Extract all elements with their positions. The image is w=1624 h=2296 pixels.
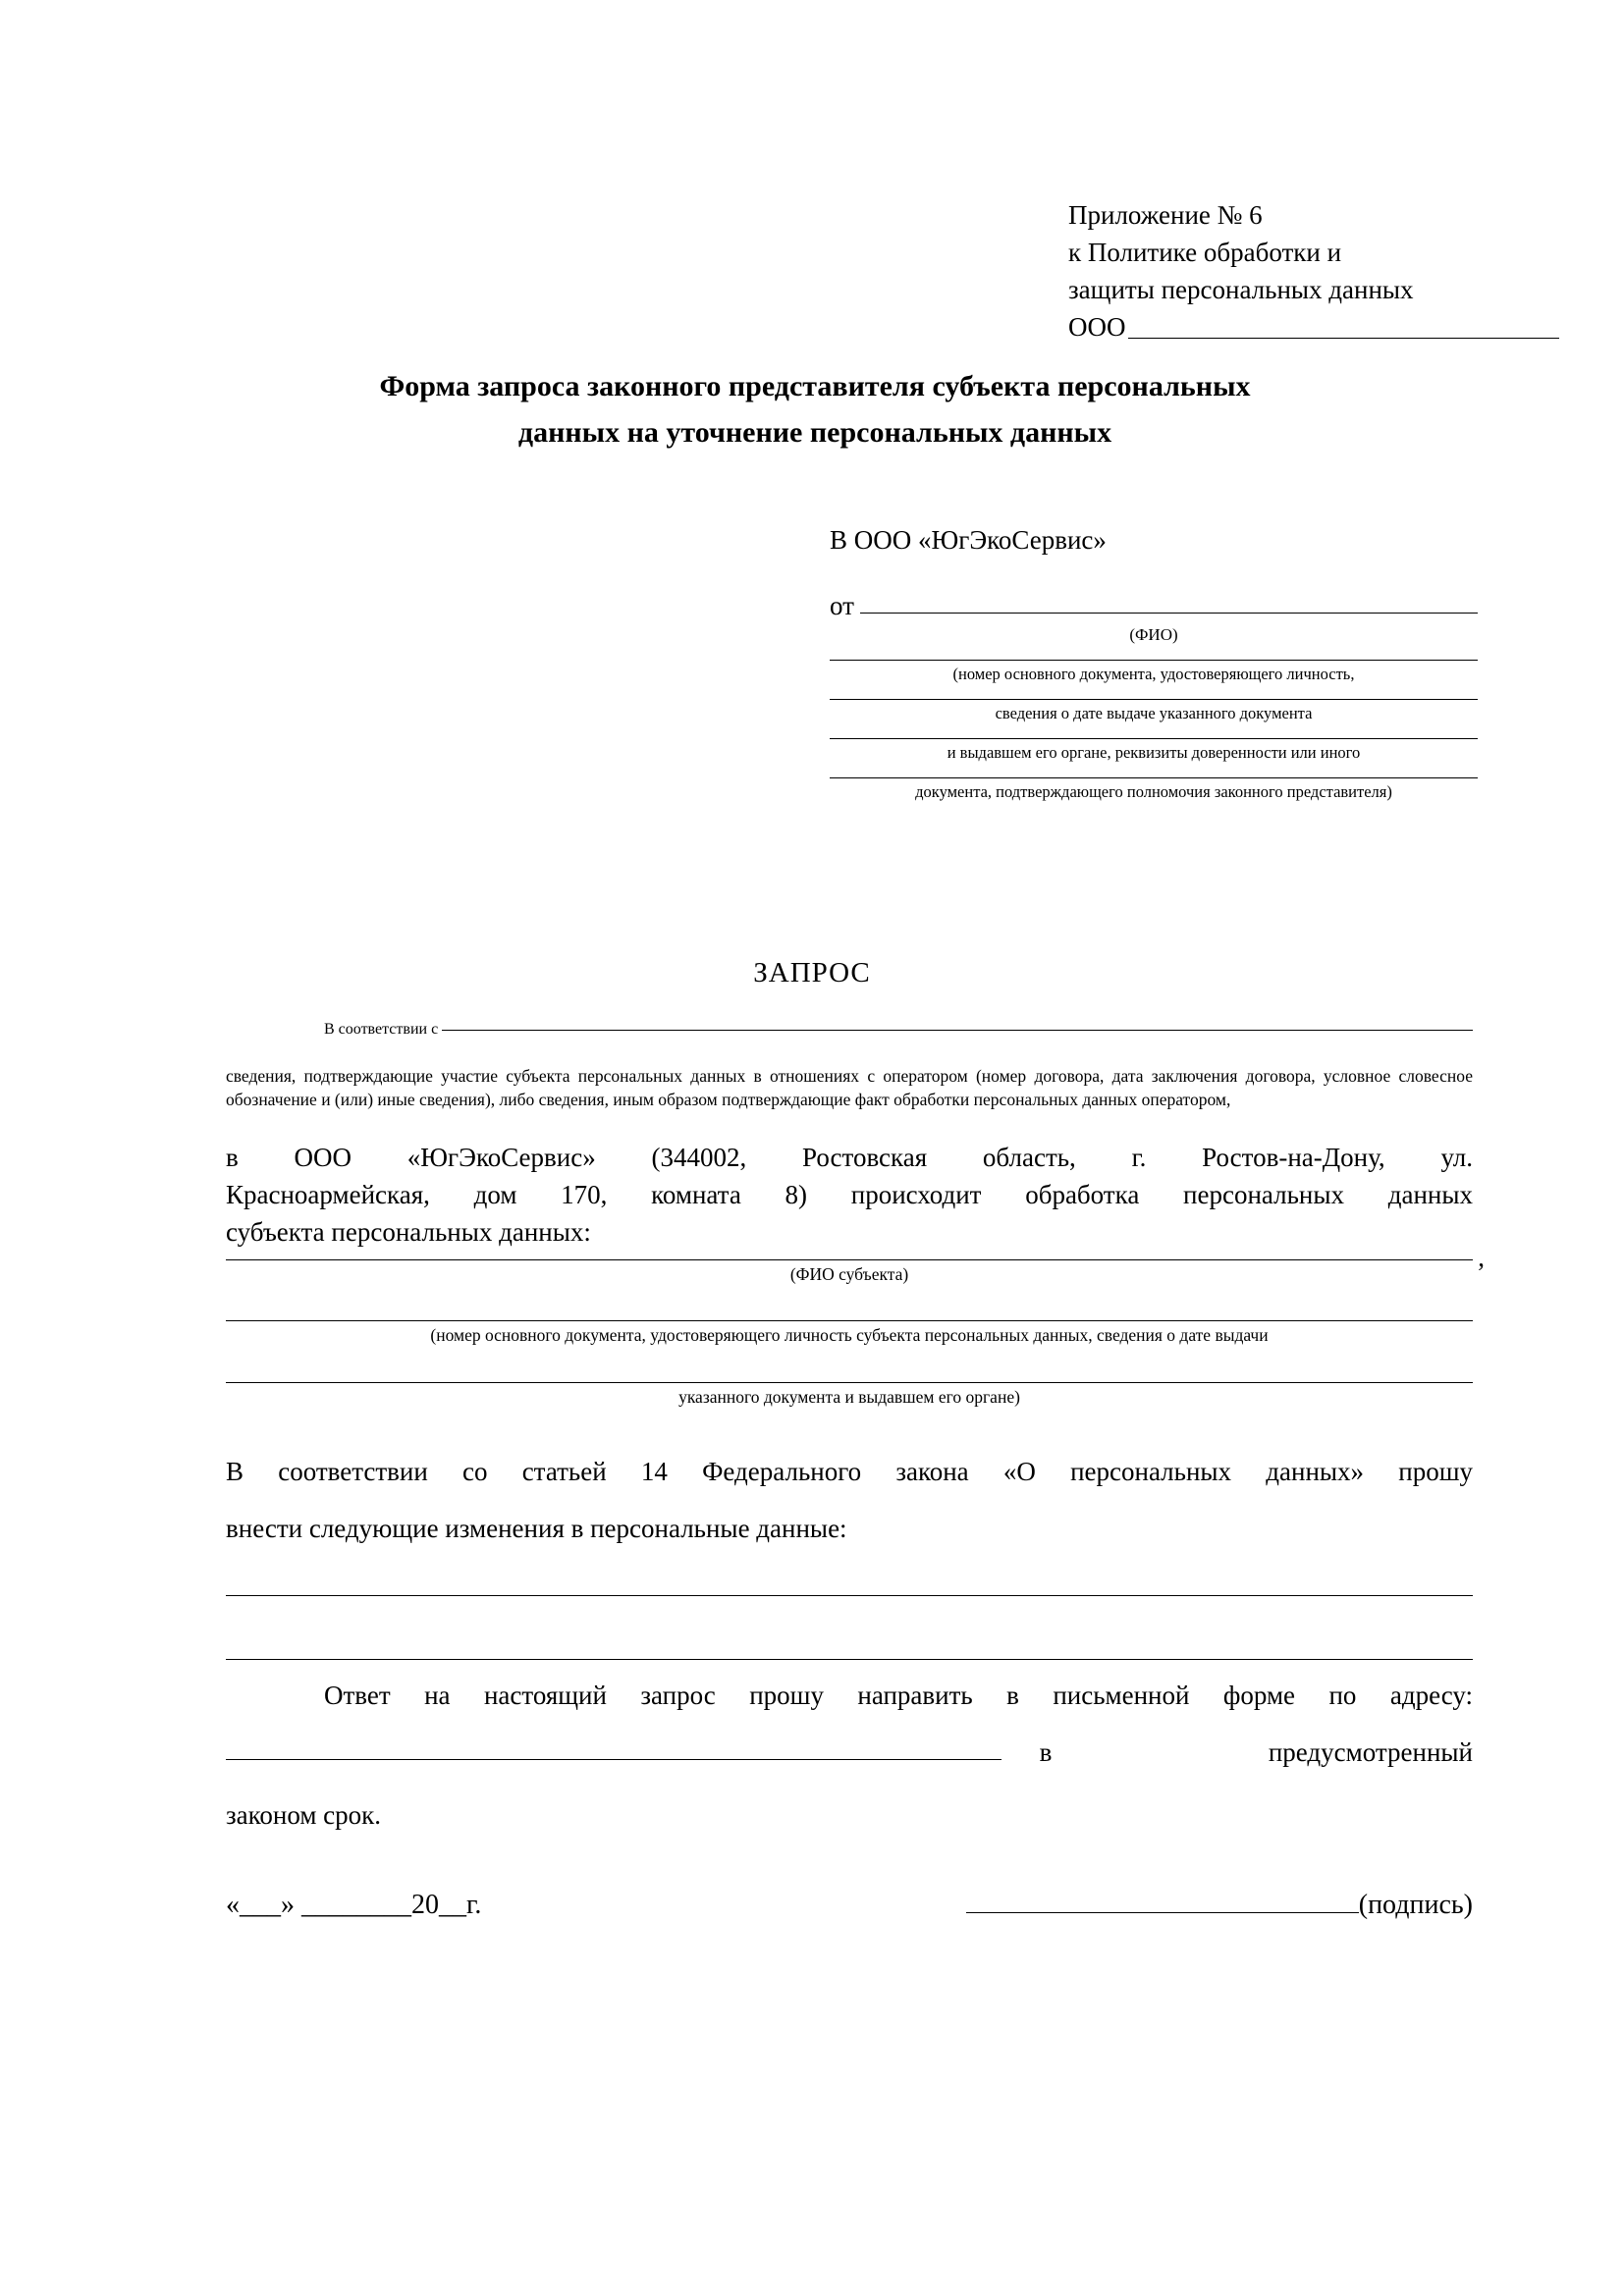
- header-company-prefix: ООО: [1068, 312, 1126, 342]
- in-accordance-label: В соответствии с: [324, 1021, 439, 1038]
- answer-tail-word: предусмотренный: [1268, 1737, 1473, 1767]
- in-accordance-row: [226, 1021, 1473, 1039]
- header-policy-line-1: к Политике обработки и: [1068, 238, 1342, 267]
- law-paragraph: [226, 1443, 1473, 1557]
- subject-doc-caption-1: (номер основного документа, удостоверяющего личность субъекта персональных данных, сведения о дате выдачи: [430, 1325, 1269, 1345]
- document-header: [1068, 196, 1559, 346]
- changes-rule-2: [226, 1659, 1473, 1660]
- doc-rule-4: [830, 777, 1478, 778]
- subject-fio-rule: [226, 1243, 1485, 1272]
- answer-paragraph: [226, 1677, 1473, 1714]
- subject-doc-field-2: [226, 1382, 1473, 1408]
- signature-caption: (подпись): [1358, 1890, 1473, 1920]
- request-heading: ЗАПРОС: [753, 957, 871, 988]
- from-row: [830, 591, 1478, 621]
- header-company-blank: [1068, 308, 1559, 346]
- organization-line-3: субъекта персональных данных:: [226, 1217, 591, 1247]
- page-title-line-2: данных на уточнение персональных данных: [517, 416, 1112, 449]
- law-line-1: В соответствии со статьей 14 Федерального закона «О персональных данных» прошу: [226, 1457, 1473, 1486]
- organization-paragraph: [226, 1139, 1473, 1251]
- answer-line-1: Ответ на настоящий запрос прошу направить в письменной форме по адресу:: [324, 1681, 1473, 1710]
- signature-row: [226, 1890, 1473, 1921]
- law-line-2: внести следующие изменения в персональные данные:: [226, 1514, 847, 1543]
- doc-caption-2: сведения о дате выдаче указанного документа: [995, 704, 1313, 722]
- changes-rule-1: [226, 1595, 1473, 1596]
- signature-rule: [966, 1912, 1359, 1913]
- subject-doc-field-1: [226, 1320, 1473, 1346]
- doc-rule-3: [830, 738, 1478, 739]
- organization-line-2: Красноармейская, дом 170, комната 8) происходит обработка персональных данных: [226, 1180, 1473, 1209]
- answer-mid-word: в: [1039, 1737, 1053, 1767]
- doc-rule-2: [830, 699, 1478, 700]
- in-accordance-rule: [442, 1030, 1473, 1031]
- doc-caption-1: (номер основного документа, удостоверяющего личность,: [952, 665, 1355, 683]
- doc-rule-1: [830, 660, 1478, 661]
- doc-caption-3: и выдавшем его органе, реквизиты доверенности или иного: [947, 743, 1361, 762]
- addressee-block: [830, 525, 1478, 817]
- subject-fio-comma: ,: [1478, 1243, 1485, 1272]
- answer-address-rule: [226, 1759, 1001, 1760]
- changes-blank-line-1: [226, 1595, 1473, 1596]
- date-blank: «___» ________20__г.: [226, 1890, 482, 1920]
- header-appendix-number: Приложение № 6: [1068, 200, 1263, 230]
- organization-line-1: в ООО «ЮгЭкоСервис» (344002, Ростовская область, г. Ростов-на-Дону, ул.: [226, 1143, 1473, 1172]
- addressee-company: В ООО «ЮгЭкоСервис»: [830, 525, 1107, 555]
- page-title: [187, 363, 1443, 455]
- subject-doc-caption-2: указанного документа и выдавшем его органе): [678, 1387, 1020, 1407]
- subject-doc-rule-1: [226, 1320, 1473, 1321]
- header-policy-line-2: защиты персональных данных: [1068, 275, 1414, 304]
- doc-caption-4: документа, подтверждающего полномочия законного представителя): [915, 782, 1392, 801]
- subject-fio-caption: (ФИО субъекта): [789, 1264, 909, 1284]
- from-name-rule: [860, 613, 1478, 614]
- changes-blank-line-2: [226, 1659, 1473, 1660]
- from-name-caption: (ФИО): [1129, 625, 1178, 644]
- header-company-rule: [1128, 338, 1560, 339]
- signature-block: [966, 1890, 1473, 1921]
- from-label: от: [830, 591, 854, 620]
- answer-term-line: [226, 1796, 1473, 1834]
- answer-line-3: законом срок.: [226, 1800, 382, 1830]
- explanatory-note: сведения, подтверждающие участие субъекта персональных данных в отношениях с оператором (номер договора, дата заключения договора, условное словесное обозначение и (или) иные сведения), либо сведения, иным образом подтверждающие факт обработки персональных данных оператором,: [226, 1066, 1473, 1109]
- page-title-line-1: Форма запроса законного представителя субъекта персональных: [379, 370, 1251, 402]
- subject-doc-rule-2: [226, 1382, 1473, 1383]
- subject-fio-field: [226, 1243, 1485, 1285]
- answer-address-row: [226, 1737, 1473, 1768]
